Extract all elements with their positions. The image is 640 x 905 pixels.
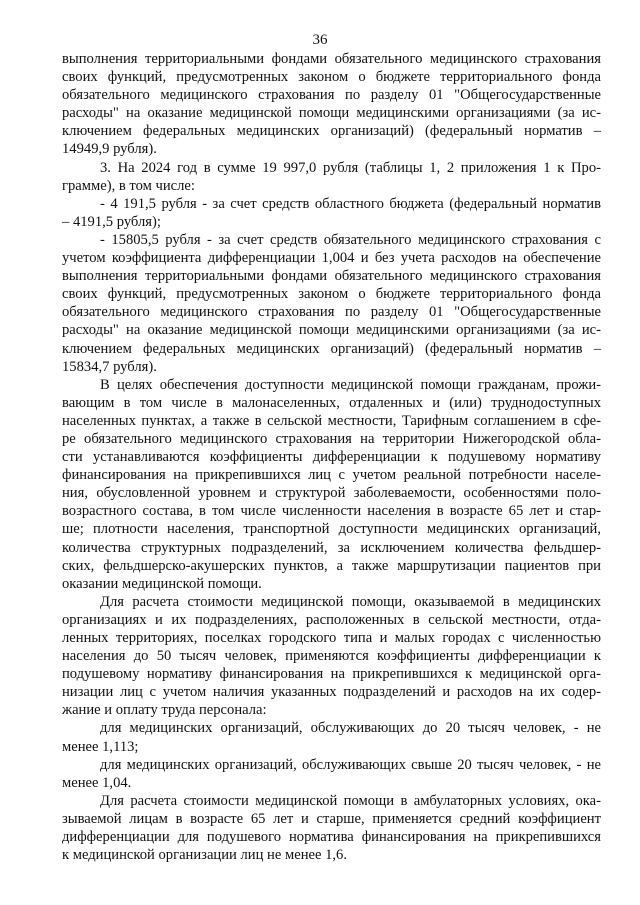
text-line: 14949,9 рубля).	[62, 141, 157, 158]
text-line: учетом коэффициента дифференциации 1,004 и без учета расходов на обеспечение	[62, 250, 601, 267]
text-line: для медицинских организаций, обслуживающих до 20 тысяч человек, - не	[100, 720, 601, 737]
paragraph	[62, 719, 601, 755]
text-line: обязательного медицинского страхования по разделу 01 "Общегосударственные	[62, 87, 601, 104]
text-line: В целях обеспечения доступности медицинской помощи гражданам, прожи-	[100, 376, 601, 393]
text-line: обязательного медицинского страхования по разделу 01 "Общегосударственные	[62, 304, 601, 321]
text-line: вающим в том числе в малонаселенных, отдаленных и (или) труднодоступных	[62, 394, 601, 411]
text-line: выполнения территориальными фондами обязательного медицинского страхования	[62, 268, 601, 285]
paragraph	[62, 756, 601, 792]
text-line: ше; плотности населения, транспортной доступности медицинских организаций,	[62, 521, 601, 538]
text-line: жание и оплату труда персонала:	[62, 702, 267, 719]
text-line: дифференциации для подушевого норматива финансирования на прикрепившихся	[62, 829, 601, 846]
document-body	[62, 50, 601, 864]
text-line: населения до 50 тысяч человек, применяются коэффициенты дифференциации к	[62, 648, 601, 665]
text-line: ния, обусловленной уровнем и структурой заболеваемости, особенностями поло-	[62, 485, 601, 502]
text-line: возрастного состава, в том числе численности населения в возрасте 65 лет и стар-	[62, 503, 601, 520]
text-line: Для расчета стоимости медицинской помощи в амбулаторных условиях, ока-	[100, 792, 601, 809]
text-line: Для расчета стоимости медицинской помощи, оказываемой в медицинских	[100, 593, 601, 610]
text-line: своих функций, предусмотренных законом о бюджете территориального фонда	[62, 286, 601, 303]
paragraph	[62, 159, 601, 195]
paragraph	[62, 50, 601, 159]
paragraph	[62, 593, 601, 720]
text-line: организациях и их подразделениях, расположенных в сельской местности, отда-	[62, 611, 601, 628]
paragraph	[62, 195, 601, 231]
text-line: количества структурных подразделений, за исключением количества фельдшер-	[62, 539, 601, 556]
page-number: 36	[312, 32, 328, 48]
text-line: 3. На 2024 год в сумме 19 997,0 рубля (таблицы 1, 2 приложения 1 к Про-	[100, 159, 601, 176]
text-line: для медицинских организаций, обслуживающих свыше 20 тысяч человек, - не	[100, 756, 601, 773]
text-line: – 4191,5 рубля);	[62, 213, 161, 230]
text-line: оказании медицинской помощи.	[62, 575, 262, 592]
text-line: - 15805,5 рубля - за счет средств обязательного медицинского страхования с	[100, 231, 601, 248]
text-line: менее 1,04.	[62, 774, 132, 791]
text-line: сти устанавливаются коэффициенты дифференциации к подушевому нормативу	[62, 449, 601, 466]
text-line: зываемой лицам в возрасте 65 лет и старше, применяется средний коэффициент	[62, 810, 601, 827]
text-line: ключением федеральных медицинских организаций) (федеральный норматив –	[62, 340, 601, 357]
text-line: - 4 191,5 рубля - за счет средств областного бюджета (федеральный норматив	[100, 195, 601, 212]
text-line: расходы" на оказание медицинской помощи медицинскими организациями (за ис-	[62, 322, 601, 339]
text-line: ре обязательного медицинского страхования на территории Нижегородской обла-	[62, 430, 601, 447]
text-line: финансирования на прикрепившихся лиц с учетом реальной потребности населе-	[62, 467, 601, 484]
text-line: грамме), в том числе:	[62, 177, 195, 194]
text-line: менее 1,113;	[62, 738, 139, 755]
paragraph	[62, 376, 601, 593]
text-line: своих функций, предусмотренных законом о бюджете территориального фонда	[62, 69, 601, 86]
text-line: населенных пунктах, а также в сельской местности, Тарифным соглашением в сфе-	[62, 412, 601, 429]
text-line: ключением федеральных медицинских организаций) (федеральный норматив –	[62, 123, 601, 140]
text-line: выполнения территориальными фондами обязательного медицинского страхования	[62, 51, 601, 67]
text-line: подушевому нормативу финансирования на прикрепившихся к медицинской орга-	[62, 666, 601, 683]
text-line: 15834,7 рубля).	[62, 358, 157, 375]
text-line: ленных территориях, поселках городского типа и малых городах с численностью	[62, 630, 601, 646]
paragraph	[62, 792, 601, 864]
paragraph	[62, 231, 601, 376]
text-line: расходы" на оказание медицинской помощи медицинскими организациями (за ис-	[62, 105, 601, 122]
text-line: ских, фельдшерско-акушерских пунктов, а также маршрутизации пациентов при	[62, 557, 601, 574]
text-line: к медицинской организации лиц не менее 1,6.	[62, 847, 348, 864]
text-line: низации лиц с учетом наличия указанных подразделений и расходов на их содер-	[62, 684, 601, 701]
